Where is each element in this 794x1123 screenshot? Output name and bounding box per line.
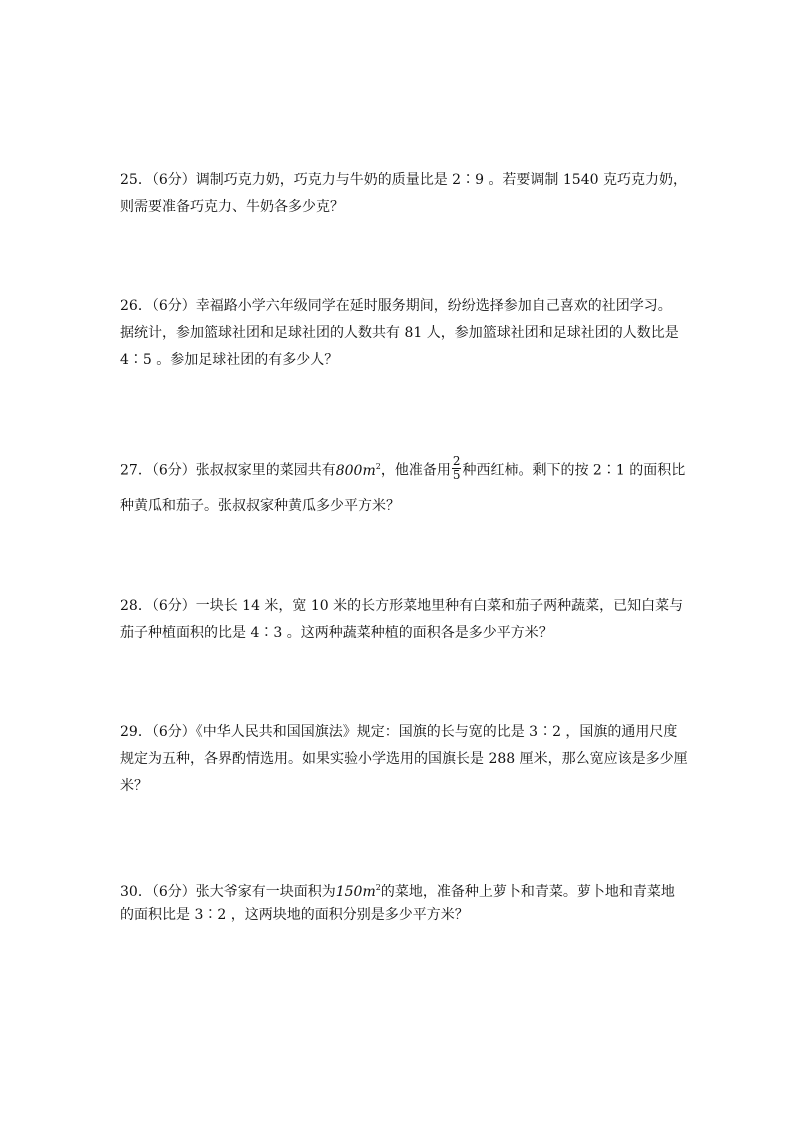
problem-30-line-2: 的面积比是 3∶2 ，这两块地的面积分别是多少平方米？ (120, 907, 469, 923)
problem-28-line-1: 28．（6分）一块长 14 米，宽 10 米的长方形菜地里种有白菜和茄子两种蔬菜，已知白菜与 (120, 598, 684, 614)
problem-27-line-2: 种黄瓜和茄子。张叔叔家种黄瓜多少平方米？ (120, 498, 400, 514)
problem-30-area: $150m^2$ (335, 883, 381, 900)
problem-30-line-1 (120, 879, 675, 900)
problem-26-line-1: 26．（6分）幸福路小学六年级同学在延时服务期间，纷纷选择参加自己喜欢的社团学习。 (120, 298, 672, 314)
problem-25-line-1: 25．（6分）调制巧克力奶，巧克力与牛奶的质量比是 2∶9 。若要调制 1540 克巧克力奶， (120, 172, 687, 188)
problem-26-line-2: 据统计，参加篮球社团和足球社团的人数共有 81 人，参加篮球社团和足球社团的人数比是 (120, 325, 679, 341)
problem-28-line-2: 茄子种植面积的比是 4∶3 。这两种蔬菜种植的面积各是多少平方米？ (120, 625, 553, 641)
problem-26-line-3: 4∶5 。参加足球社团的有多少人？ (120, 352, 339, 368)
problem-27-area: $800m^2$ (335, 461, 381, 479)
problem-27-text-a: 27．（6分）张叔叔家里的菜园共有 (120, 462, 336, 479)
problem-30-text-b: 的菜地，准备种上萝卜和青菜。萝卜地和青菜地 (380, 884, 675, 900)
problem-27-text-c: 种西红柿。剩下的按 2∶1 的面积比 (462, 462, 686, 479)
problem-29-line-1: 29．（6分）《中华人民共和国国旗法》规定：国旗的长与宽的比是 3∶2 ，国旗的通用尺度 (120, 724, 678, 740)
problem-29-line-3: 米？ (120, 778, 148, 794)
problem-27-text-b: ，他准备用 (380, 462, 451, 479)
problem-29-line-2: 规定为五种，各界酌情选用。如果实验小学选用的国旗长是 288 厘米，那么宽应该是多少厘 (120, 751, 688, 767)
problem-25-line-2: 则需要准备巧克力、牛奶各多少克？ (120, 199, 344, 215)
fraction-two-fifths: $\frac{2}{5}$ (452, 454, 461, 482)
problem-27-line-1 (120, 454, 686, 482)
problem-30-text-a: 30．（6分）张大爷家有一块面积为 (120, 884, 336, 900)
